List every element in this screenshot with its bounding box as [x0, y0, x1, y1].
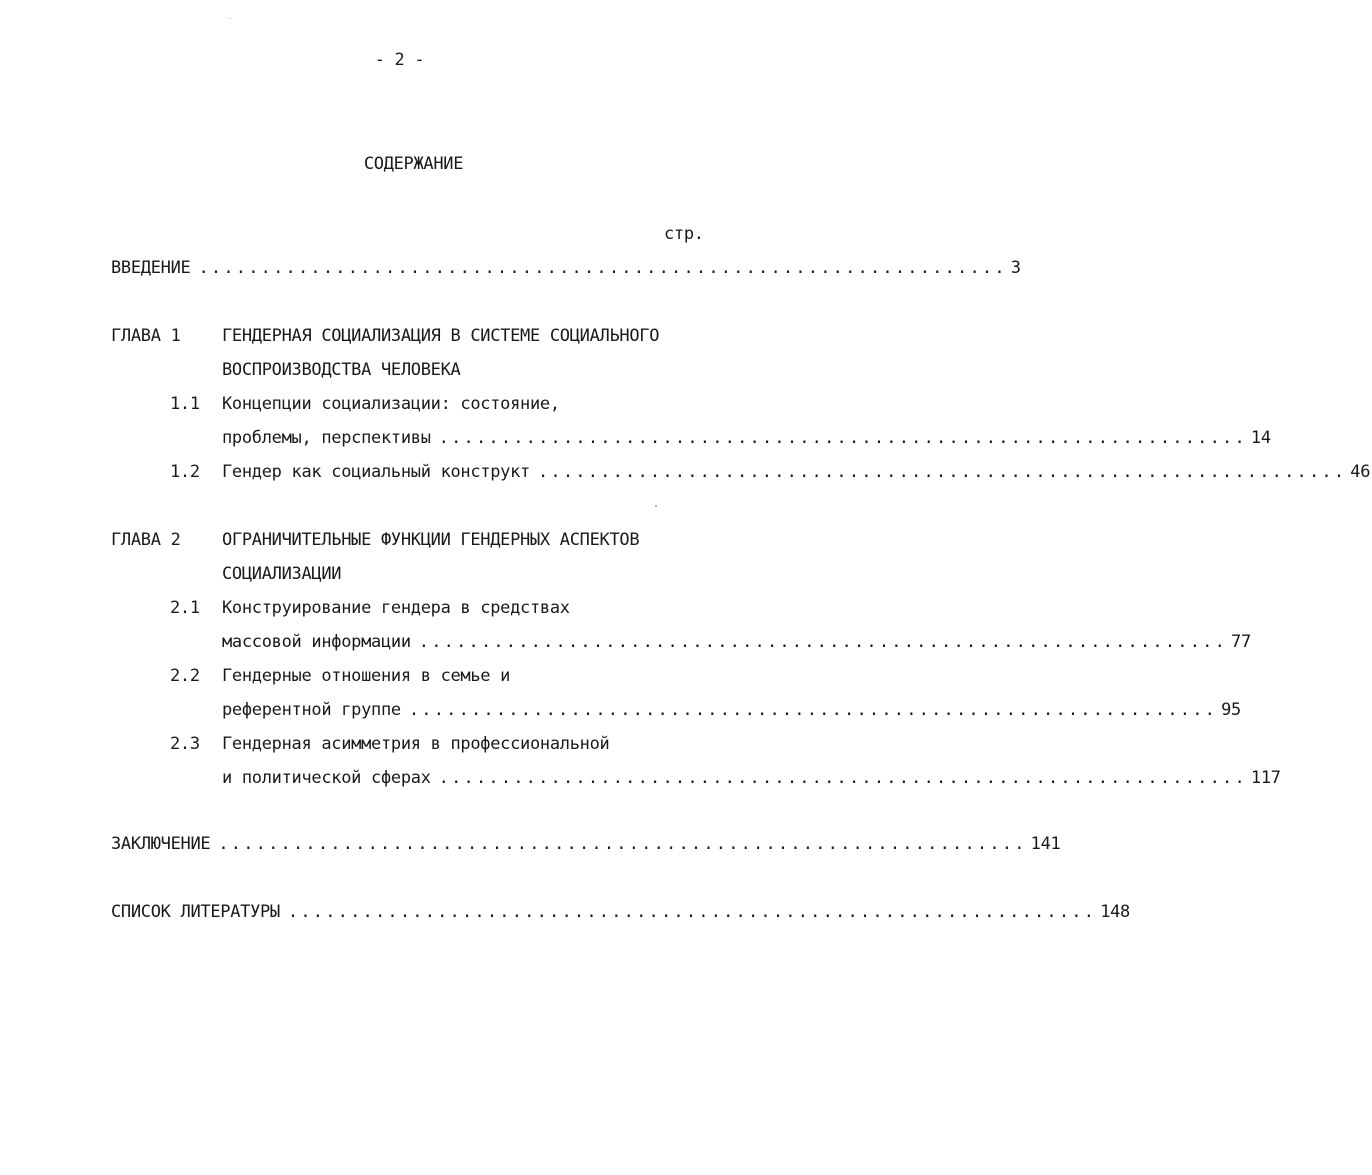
toc-entry-label: референтной группе: [222, 700, 401, 720]
chapter-1-label: ГЛАВА 1: [111, 326, 181, 346]
section-number: 1.1: [170, 394, 200, 414]
dot-leader: .................................................................: [418, 632, 1228, 652]
section-2-1-title-line1[interactable]: Конструирование гендера в средствах: [222, 598, 570, 618]
toc-entry-label: и политической сферах: [222, 768, 431, 788]
dot-leader: .................................................................: [218, 834, 1027, 854]
section-1-1-title-line1[interactable]: Концепции социализации: состояние,: [222, 394, 560, 414]
toc-entry-page: 46: [1350, 462, 1371, 482]
toc-entry-label: ВВЕДЕНИЕ: [111, 258, 191, 278]
section-2-3-title-line1[interactable]: Гендерная асимметрия в профессиональной: [222, 734, 610, 754]
toc-entry-1-1[interactable]: [222, 428, 1271, 448]
toc-entry-page: 148: [1100, 902, 1130, 922]
toc-entry-label: проблемы, перспективы: [222, 428, 431, 448]
scan-speck: [655, 505, 657, 507]
dot-leader: .................................................................: [537, 462, 1347, 482]
page-title: СОДЕРЖАНИЕ: [363, 154, 464, 174]
toc-entry-label: массовой информации: [222, 632, 411, 652]
toc-entry-conclusion[interactable]: [111, 834, 1061, 854]
toc-entry-label: ЗАКЛЮЧЕНИЕ: [111, 834, 211, 854]
dot-leader: .................................................................: [408, 700, 1218, 720]
chapter-1-title-line2[interactable]: ВОСПРОИЗВОДСТВА ЧЕЛОВЕКА: [222, 360, 461, 380]
dot-leader: .................................................................: [198, 258, 1007, 278]
section-2-2-title-line1[interactable]: Гендерные отношения в семье и: [222, 666, 511, 686]
toc-entry-page: 77: [1231, 632, 1251, 652]
toc-entry-label: Гендер как социальный конструкт: [222, 462, 530, 482]
toc-entry-label: СПИСОК ЛИТЕРАТУРЫ: [111, 902, 280, 922]
page-number: - 2 -: [374, 50, 425, 70]
dot-leader: .................................................................: [438, 428, 1247, 448]
section-number: 2.2: [170, 666, 200, 686]
chapter-2-title-line1[interactable]: ОГРАНИЧИТЕЛЬНЫЕ ФУНКЦИИ ГЕНДЕРНЫХ АСПЕКТОВ: [222, 530, 640, 550]
toc-entry-intro[interactable]: [111, 258, 1021, 278]
section-number: 1.2: [170, 462, 200, 482]
toc-entry-page: 141: [1030, 834, 1061, 854]
chapter-1-title-line1[interactable]: ГЕНДЕРНАЯ СОЦИАЛИЗАЦИЯ В СИСТЕМЕ СОЦИАЛЬНОГО: [222, 326, 660, 346]
toc-entry-page: 3: [1010, 258, 1021, 278]
toc-entry-page: 117: [1250, 768, 1281, 788]
chapter-2-title-line2[interactable]: СОЦИАЛИЗАЦИИ: [222, 564, 342, 584]
toc-entry-2-3[interactable]: [222, 768, 1281, 788]
toc-entry-2-1[interactable]: [222, 632, 1251, 652]
chapter-2-label: ГЛАВА 2: [111, 530, 181, 550]
dot-leader: .................................................................: [287, 902, 1097, 922]
page-column-label: стр.: [664, 224, 704, 244]
section-number: 2.1: [170, 598, 200, 618]
toc-entry-page: 95: [1221, 700, 1241, 720]
scan-speck: [230, 18, 231, 19]
toc-entry-1-2[interactable]: [222, 462, 1371, 482]
toc-entry-2-2[interactable]: [222, 700, 1241, 720]
toc-entry-bibliography[interactable]: [111, 902, 1130, 922]
toc-entry-page: 14: [1250, 428, 1271, 448]
section-number: 2.3: [170, 734, 200, 754]
dot-leader: .................................................................: [438, 768, 1247, 788]
